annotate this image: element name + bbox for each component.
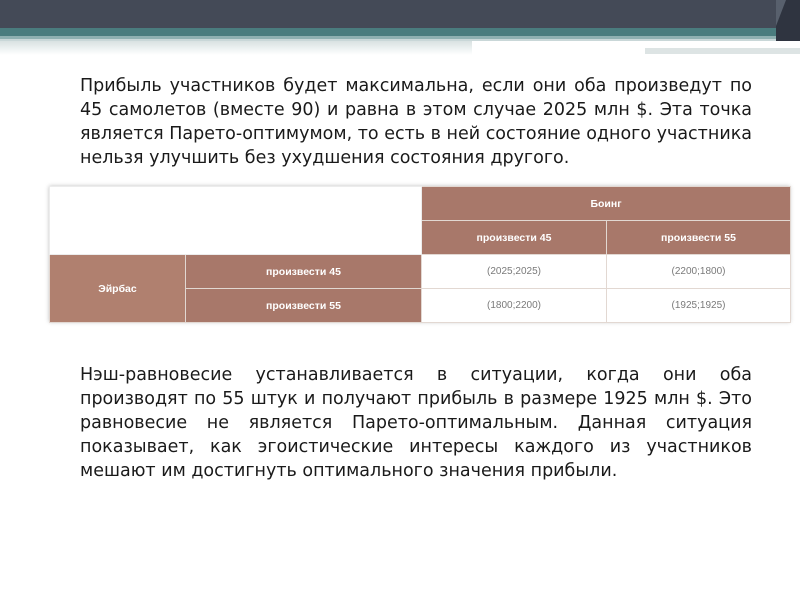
row-option-header: произвести 55 (186, 289, 422, 323)
payoff-table (49, 186, 790, 322)
header-tab-right (645, 48, 800, 54)
col-option-header: произвести 45 (422, 221, 607, 255)
paragraph-nash: Нэш-равновесие устанавливается в ситуации, когда они оба производят по 55 штук и получают прибыль в размере 1925 млн $. Это равновесие не является Парето-оптимальным. Данная ситуация показывает, как эгоистические интересы каждого из участников мешают им достигнуть оптимального значения прибыли. (80, 365, 752, 481)
header-stripe (0, 28, 800, 36)
table-corner-cell (50, 187, 422, 255)
col-option-header: произвести 55 (607, 221, 791, 255)
payoff-cell: (2200;1800) (607, 255, 791, 289)
row-option-header: произвести 45 (186, 255, 422, 289)
col-player-header: Боинг (422, 187, 791, 221)
payoff-cell: (2025;2025) (422, 255, 607, 289)
payoff-cell: (1800;2200) (422, 289, 607, 323)
header-band (0, 0, 800, 28)
header-corner-notch (776, 0, 786, 26)
payoff-cell: (1925;1925) (607, 289, 791, 323)
paragraph-pareto: Прибыль участников будет максимальна, если они оба произведут по 45 самолетов (вместе 90) и равна в этом случае 2025 млн $. Эта точка является Парето-оптимумом, то есть в ней состояние одного участника нельзя улучшить без ухудшения состояния другого. (80, 76, 752, 168)
header-tab-shadow (0, 41, 472, 55)
row-player-header: Эйрбас (50, 255, 186, 323)
